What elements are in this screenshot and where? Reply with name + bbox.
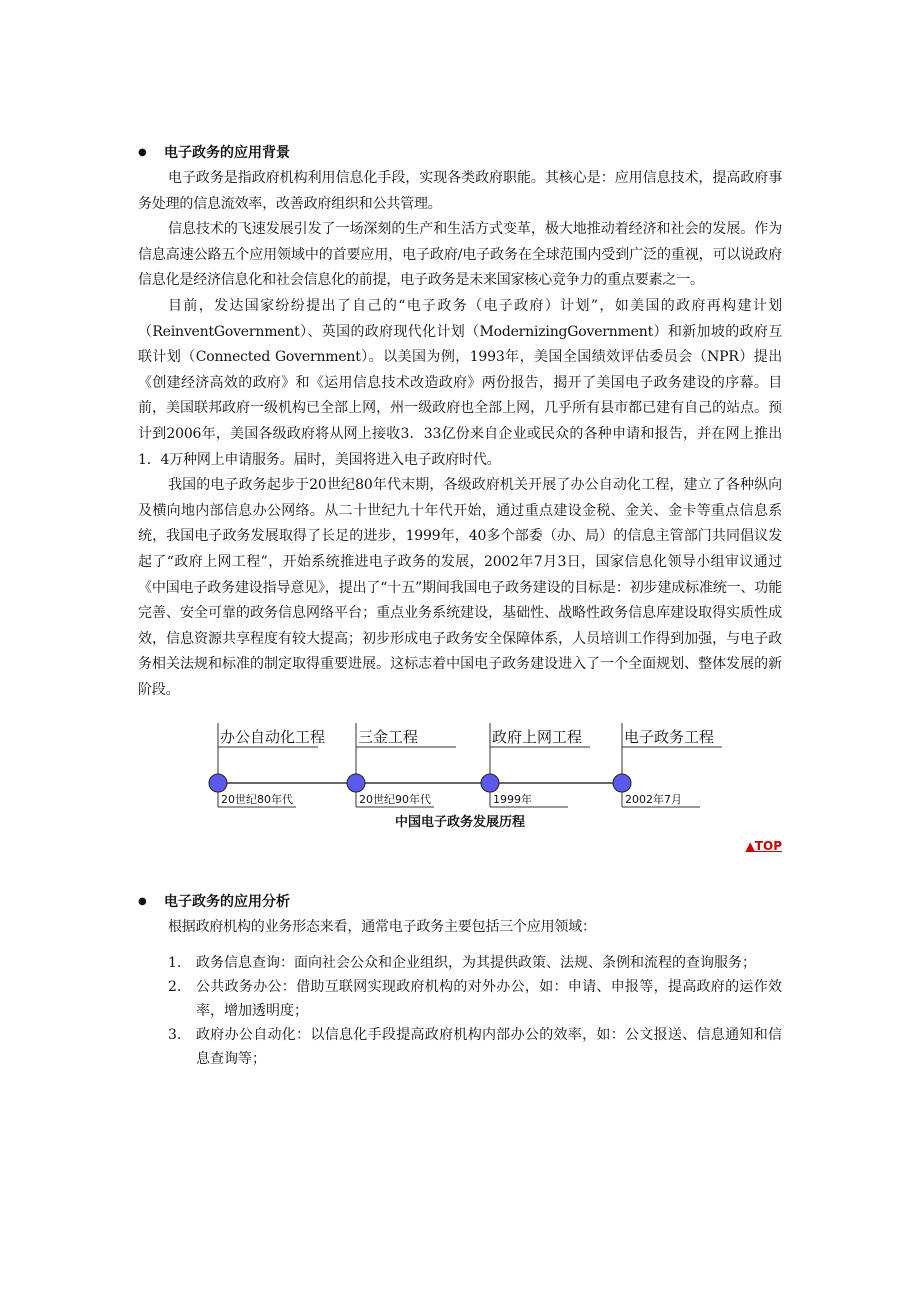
list-number: 1. <box>168 955 182 972</box>
timeline-figure <box>138 713 782 863</box>
paragraph: 信息技术的飞速发展引发了一场深刻的生产和生活方式变革，极大地推动着经济和社会的发展。作为信息高速公路五个应用领域中的首要应用，电子政府/电子政务在全球范围内受到广泛的重视，可以说政府信息化是经济信息化和社会信息化的前提，电子政务是未来国家核心竞争力的重点要素之一。 <box>138 221 782 289</box>
list-text: 政府办公自动化：以信息化手段提高政府机构内部办公的效率，如：公文报送、信息通知和信息查询等； <box>196 1027 782 1068</box>
section-title: 电子政务的应用背景 <box>164 145 290 161</box>
timeline-event-title: 办公自动化工程 <box>220 728 326 747</box>
bullet-icon: ● <box>138 896 147 908</box>
timeline-event-title: 政府上网工程 <box>492 728 583 747</box>
timeline-event-date: 2002年7月 <box>625 793 682 807</box>
timeline-event-date: 20世纪80年代 <box>221 793 293 807</box>
timeline-node <box>209 774 227 792</box>
timeline-event-title: 电子政务工程 <box>624 728 715 747</box>
timeline-node <box>347 774 365 792</box>
list-text: 公共政务办公：借助互联网实现政府机构的对外办公，如：申请、申报等，提高政府的运作效率，增加透明度； <box>196 979 782 1020</box>
section-title: 电子政务的应用分析 <box>164 894 290 911</box>
document-body <box>138 140 782 1071</box>
bullet-icon: ● <box>138 147 147 158</box>
list-item <box>138 975 782 1023</box>
section-heading-background <box>138 140 782 166</box>
list-number: 2. <box>168 979 182 996</box>
paragraph: 目前，发达国家纷纷提出了自己的“电子政务（电子政府）计划”，如美国的政府再构建计划（ReinventGovernment）、英国的政府现代化计划（ModernizingGovernment）和新加坡的政府互联计划（Connected Government）。以美国为例，1993年，美国全国绩效评估委员会（NPR）提出《创建经济高效的政府》和《运用信息技术改造政府》两份报告，揭开了美国电子政务建设的序幕。目前，美国联邦政府一级机构已全部上网，州一级政府也全部上网，几乎所有县市都已建有自己的站点。预计到2006年，美国各级政府将从网上接收3．33亿份来自企业或民众的各种申请和报告，并在网上推出1．4万种网上申请服务。届时，美国将进入电子政府时代。 <box>138 297 782 468</box>
application-list <box>138 951 782 1071</box>
timeline-node <box>613 774 631 792</box>
timeline-event <box>347 723 456 807</box>
list-item <box>138 1023 782 1071</box>
timeline-event <box>613 723 722 807</box>
timeline-event-title: 三金工程 <box>358 728 419 747</box>
timeline-event-date: 20世纪90年代 <box>359 793 431 807</box>
timeline-event-date: 1999年 <box>493 793 532 807</box>
paragraph: 根据政府机构的业务形态来看，通常电子政务主要包括三个应用领域： <box>168 919 596 936</box>
list-number: 3. <box>168 1027 182 1044</box>
paragraph: 我国的电子政务起步于20世纪80年代末期，各级政府机关开展了办公自动化工程，建立了各种纵向及横向地内部信息办公网络。从二十世纪九十年代开始，通过重点建设金税、金关、金卡等重点信息系统，我国电子政务发展取得了长足的进步，1999年，40多个部委（办、局）的信息主管部门共同倡议发起了“政府上网工程”，开始系统推进电子政务的发展，2002年7月3日，国家信息化领导小组审议通过《中国电子政务建设指导意见》，提出了“十五”期间我国电子政务建设的目标是：初步建成标准统一、功能完善、安全可靠的政务信息网络平台；重点业务系统建设，基础性、战略性政务信息库建设取得实质性成效，信息资源共享程度有较大提高；初步形成电子政务安全保障体系，人员培训工作得到加强，与电子政务相关法规和标准的制定取得重要进展。这标志着中国电子政务建设进入了一个全面规划、整体发展的新阶段。 <box>138 477 782 698</box>
timeline-event <box>481 723 590 807</box>
back-to-top-link[interactable]: ▲TOP <box>745 839 782 854</box>
figure-caption: 中国电子政务发展历程 <box>394 815 525 831</box>
timeline-event <box>209 723 325 807</box>
list-text: 政务信息查询：面向社会公众和企业组织，为其提供政策、法规、条例和流程的查询服务； <box>196 955 756 972</box>
list-item <box>138 951 782 975</box>
section-heading-analysis <box>138 889 782 915</box>
timeline-node <box>481 774 499 792</box>
paragraph: 电子政务是指政府机构利用信息化手段，实现各类政府职能。其核心是：应用信息技术，提高政府事务处理的信息流效率，改善政府组织和公共管理。 <box>138 170 782 212</box>
